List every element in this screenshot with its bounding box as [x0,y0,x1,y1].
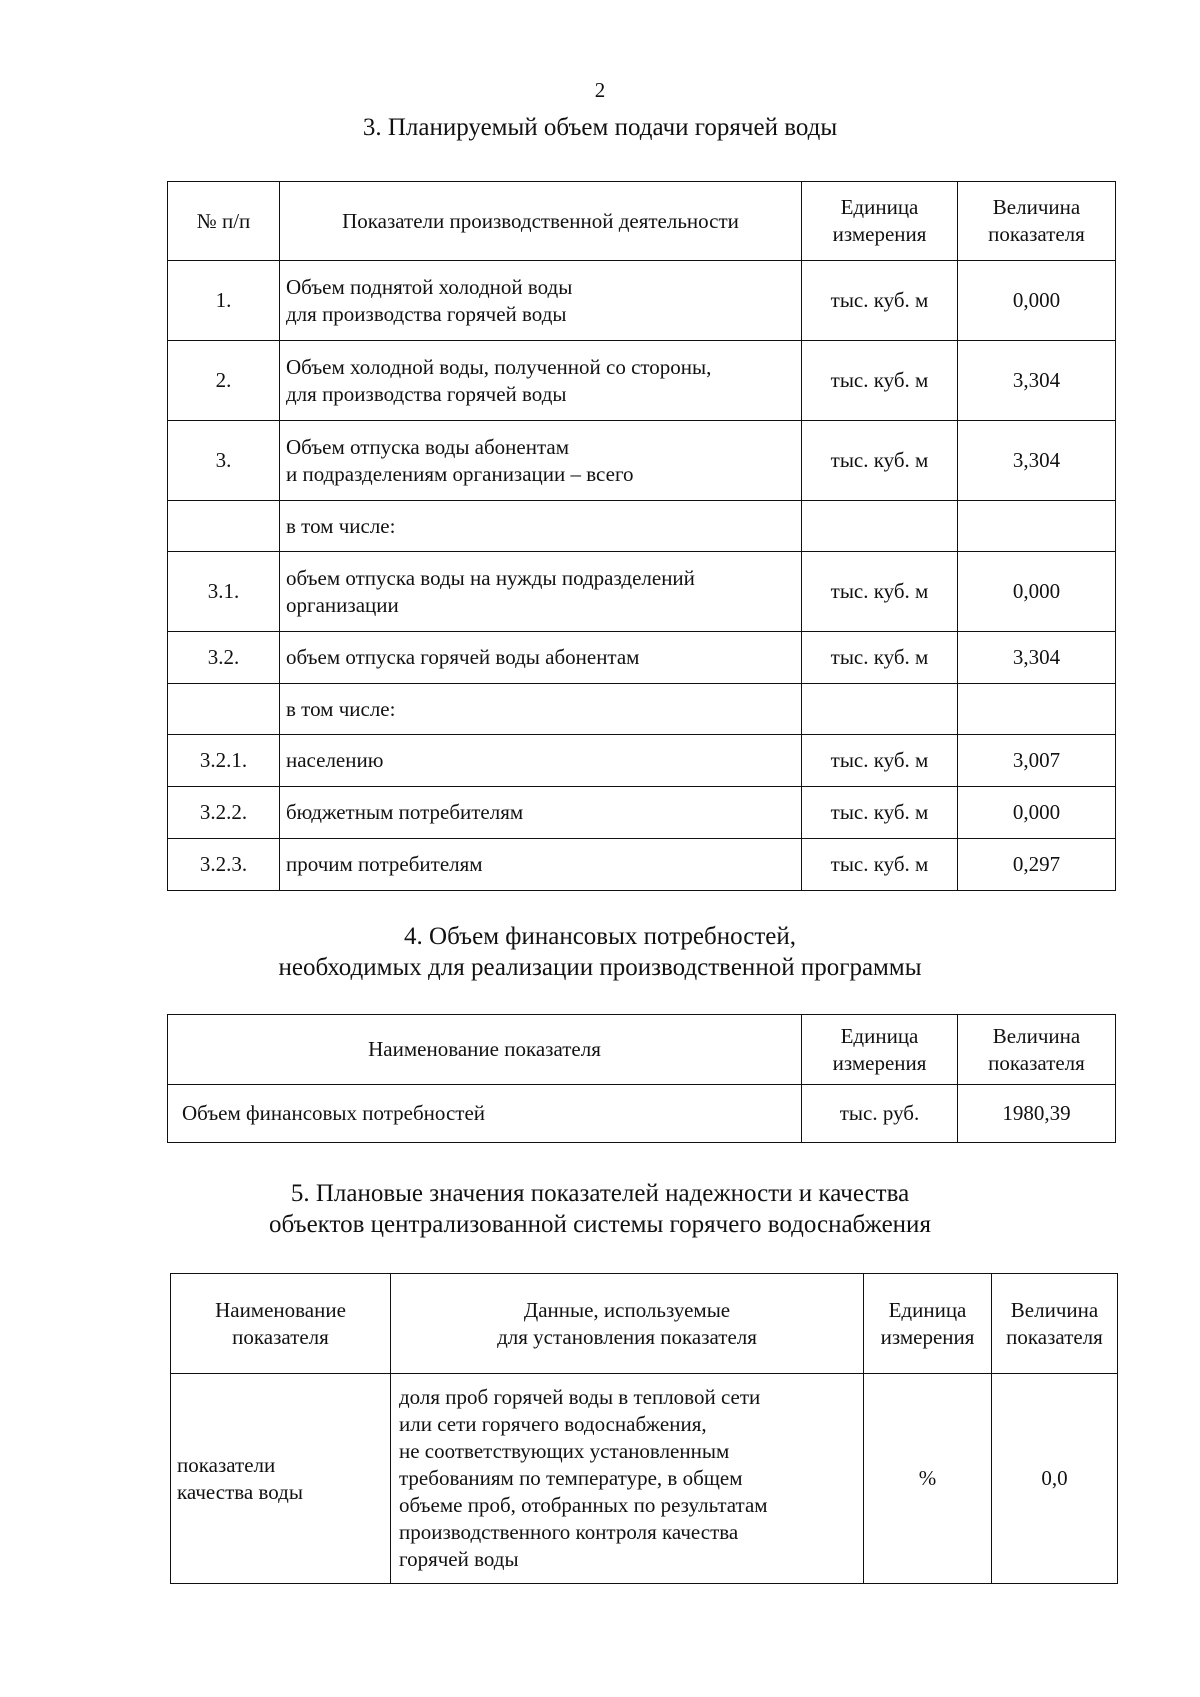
header-name: Наименование показателя [171,1274,391,1374]
table-row [168,421,1116,501]
row-num: 3. [168,421,280,501]
table-row [168,341,1116,421]
row-num: 1. [168,261,280,341]
header-unit: Единица измерения [802,182,958,261]
row-value: 3,007 [958,735,1116,787]
header-value: Величина показателя [958,1015,1116,1085]
row-value [958,684,1116,735]
row-value: 3,304 [958,421,1116,501]
section3-title [0,112,1200,143]
row-value: 1980,39 [958,1085,1116,1143]
table-row [168,1085,1116,1143]
header-unit: Единица измерения [802,1015,958,1085]
reliability-quality-table [170,1273,1118,1584]
row-value [958,501,1116,552]
table-header-row [168,1015,1116,1085]
section3-title-text: 3. Планируемый объем подачи горячей воды [362,114,838,141]
row-value: 3,304 [958,341,1116,421]
section5-title-line2: объектов централизованной системы горячего водоснабжения [269,1211,931,1238]
table-row [168,552,1116,632]
header-unit: Единица измерения [864,1274,992,1374]
row-value: 0,0 [992,1374,1118,1584]
row-num: 3.2.2. [168,787,280,839]
row-indicator: в том числе: [280,684,802,735]
row-unit: тыс. куб. м [802,421,958,501]
header-value: Величина показателя [958,182,1116,261]
row-unit: тыс. куб. м [802,839,958,891]
table-row [168,787,1116,839]
row-num: 2. [168,341,280,421]
header-data: Данные, используемые для установления показателя [391,1274,864,1374]
row-unit: тыс. куб. м [802,787,958,839]
section5-title [0,1178,1200,1240]
row-num: 3.2. [168,632,280,684]
row-name: Объем финансовых потребностей [168,1085,802,1143]
section5-title-line1: 5. Плановые значения показателей надежности и качества [290,1180,910,1207]
row-indicator: объем отпуска горячей воды абонентам [280,632,802,684]
table-row [168,501,1116,552]
table-row [168,684,1116,735]
row-num [168,501,280,552]
table-row [168,261,1116,341]
table-row [168,735,1116,787]
row-name: показатели качества воды [171,1374,391,1584]
row-num [168,684,280,735]
table-row [171,1374,1118,1584]
row-value: 0,297 [958,839,1116,891]
row-value: 0,000 [958,787,1116,839]
row-unit: тыс. куб. м [802,735,958,787]
table-row [168,839,1116,891]
section4-title-line1: 4. Объем финансовых потребностей, [404,923,796,950]
header-indicator: Показатели производственной деятельности [280,182,802,261]
row-unit [802,684,958,735]
row-data: доля проб горячей воды в тепловой сети или сети горячего водоснабжения, не соответствующих установленным требованиям по температуре, в общем объеме проб, отобранных по результатам производственного контроля качества горячей воды [391,1374,864,1584]
row-indicator: объем отпуска воды на нужды подразделений организации [280,552,802,632]
row-value: 3,304 [958,632,1116,684]
header-value: Величина показателя [992,1274,1118,1374]
header-num: № п/п [168,182,280,261]
row-indicator: Объем холодной воды, полученной со стороны, для производства горячей воды [280,341,802,421]
row-unit: тыс. куб. м [802,341,958,421]
row-value: 0,000 [958,552,1116,632]
table-row [168,632,1116,684]
row-indicator: Объем отпуска воды абонентам и подразделениям организации – всего [280,421,802,501]
row-num: 3.1. [168,552,280,632]
row-unit: тыс. куб. м [802,552,958,632]
section4-title [0,921,1200,983]
row-unit: тыс. руб. [802,1085,958,1143]
header-name: Наименование показателя [168,1015,802,1085]
table-header-row [168,182,1116,261]
row-indicator: бюджетным потребителям [280,787,802,839]
row-unit: тыс. куб. м [802,632,958,684]
financial-needs-table [167,1014,1116,1143]
row-unit: % [864,1374,992,1584]
row-indicator: прочим потребителям [280,839,802,891]
row-indicator: населению [280,735,802,787]
production-volume-table [167,181,1116,891]
row-indicator: Объем поднятой холодной воды для производства горячей воды [280,261,802,341]
section4-title-line2: необходимых для реализации производственной программы [278,954,922,981]
page-number: 2 [594,78,606,102]
row-unit [802,501,958,552]
table-header-row [171,1274,1118,1374]
row-value: 0,000 [958,261,1116,341]
row-num: 3.2.1. [168,735,280,787]
row-unit: тыс. куб. м [802,261,958,341]
row-indicator: в том числе: [280,501,802,552]
row-num: 3.2.3. [168,839,280,891]
